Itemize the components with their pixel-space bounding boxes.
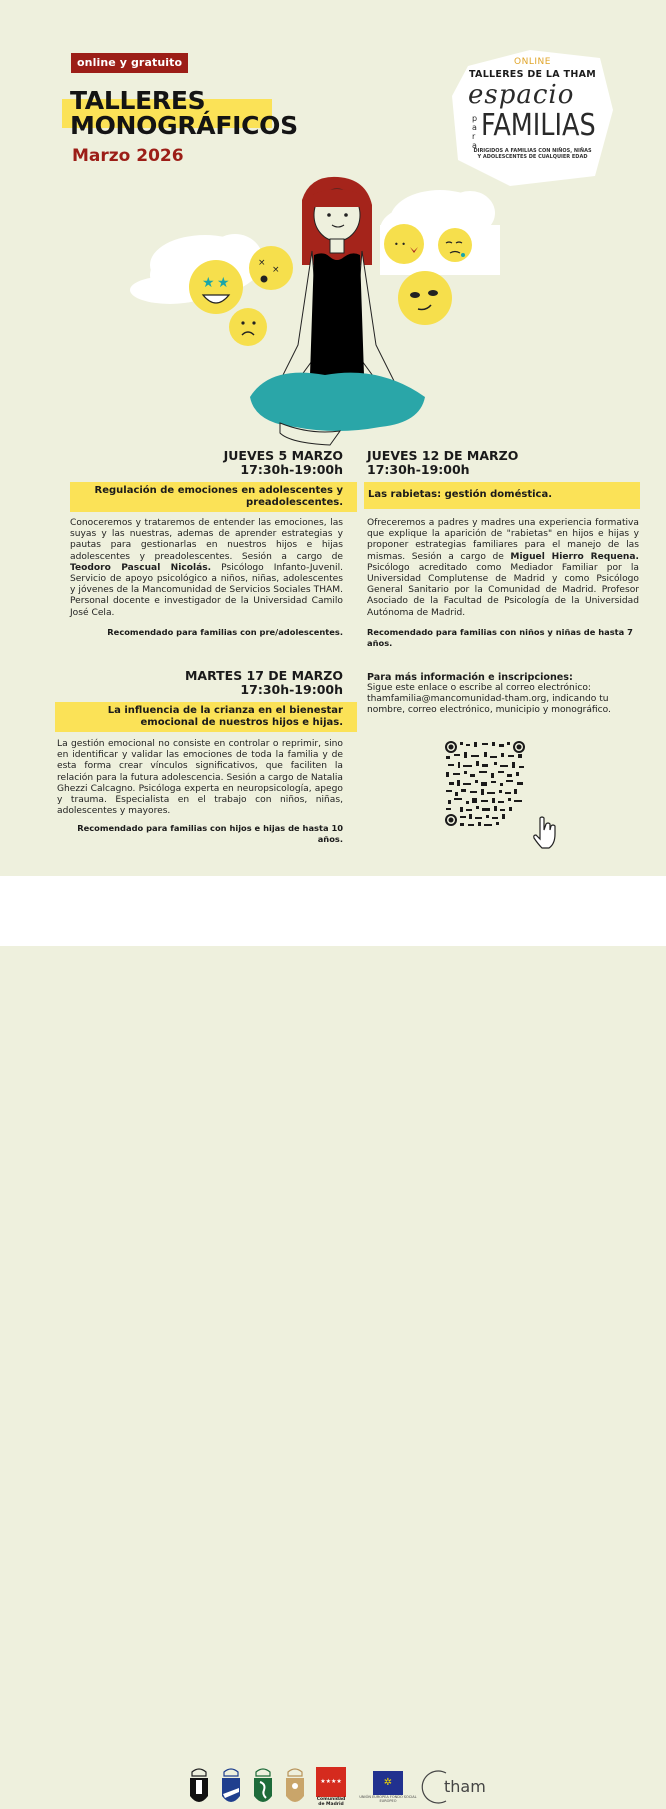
emoji-sad-icon (438, 228, 472, 262)
session-2-header (367, 449, 642, 477)
session-3-topic: La influencia de la crianza en el bienestar emocional de nuestros hijos e hijas. (55, 702, 357, 732)
emoji-star-eyes-icon (189, 260, 243, 314)
svg-text:• •: • • (394, 240, 406, 249)
session-1-description: Conoceremos y trataremos de entender las emociones, las suyas y las nuestras, ademas de aprender estrategias y pautas para gestionarlas en nuestros hijos e hijas adolescentes y preadolescentes. Sesión a cargo de Teodoro Pascual Nicolás. Psicólogo Infanto-Juvenil. Servicio de apoyo psicológico a niños, niñas, adolescentes y jóvenes de la Mancomunidad de Servicios Sociales THAM. Personal docente e investigador de la Universidad Camilo José Cela. (70, 518, 343, 618)
session-date: JUEVES 12 DE MARZO (367, 448, 519, 463)
meditating-girl-illustration (150, 165, 500, 445)
poster (0, 0, 666, 876)
tham-logo: tham (430, 1769, 486, 1805)
session-3-header (70, 669, 343, 697)
footer (0, 876, 666, 1807)
svg-text:★: ★ (202, 275, 215, 291)
session-3-description: La gestión emocional no consiste en controlar o reprimir, sino en identificar y validar las emociones de toda la familia y de esta forma crear vínculos significativos, que faciliten la relación para la futura adolescencia. Sesión a cargo de Natalia Ghezzi Calcagno. Psicóloga experta en neuropsicología, apego y trauma. Especialista en el trabajo con niños, niñas, adolescentes y mayores. (57, 739, 343, 817)
session-time: 17:30h-19:00h (240, 462, 343, 477)
online-free-tag: online y gratuito (71, 53, 188, 73)
session-1-header (70, 449, 343, 477)
page-title (70, 88, 298, 138)
svg-text:×: × (258, 258, 266, 268)
logo-familias: FAMILIAS (481, 108, 596, 143)
logo-espacio: espacio (468, 80, 575, 110)
municipal-shield-4-icon (284, 1766, 306, 1808)
session-date: JUEVES 5 MARZO (223, 448, 343, 463)
emoji-dizzy-icon (249, 246, 293, 290)
speaker-name: Miguel Hierro Requena. (510, 551, 639, 562)
email-link[interactable]: thamfamilia@mancomunidad-tham.org (367, 694, 547, 704)
emoji-kiss-icon (384, 224, 424, 264)
municipal-shield-2-icon (220, 1766, 242, 1808)
page-subtitle: Marzo 2026 (72, 146, 184, 166)
logo-para: p a r a (472, 114, 478, 150)
sponsor-logos (188, 1766, 486, 1808)
info-line: Sigue este enlace o escribe al correo electrónico: (367, 683, 591, 693)
comunidad-madrid-logo: ★★★★ Comunidad de Madrid (316, 1767, 346, 1807)
municipal-shield-3-icon (252, 1766, 274, 1808)
logo-talleres: TALLERES DE LA THAM (469, 69, 596, 80)
session-1-recommended: Recomendado para familias con pre/adolescentes. (107, 627, 343, 637)
info-contact: thamfamilia@mancomunidad-tham.org, indicando tu nombre, correo electrónico, municipio y monográfico. (367, 694, 611, 715)
title-line-1: TALLERES (70, 86, 206, 115)
session-2-recommended: Recomendado para familias con niños y niñas de hasta 7 años. (367, 627, 633, 648)
session-2-topic: Las rabietas: gestión doméstica. (364, 482, 640, 509)
svg-text:×: × (272, 265, 280, 275)
session-time: 17:30h-19:00h (367, 462, 470, 477)
info-heading: Para más información e inscripciones: (367, 672, 573, 683)
logo-online: ONLINE (514, 57, 551, 67)
session-time: 17:30h-19:00h (240, 682, 343, 697)
speaker-name: Teodoro Pascual Nicolás. (70, 562, 212, 573)
pointing-hand-icon (532, 816, 558, 854)
session-2-description: Ofreceremos a padres y madres una experiencia formativa que explique la aparición de "rabietas" en hijos e hijas y proponer estrategias familiares para el manejo de las mismas. Sesión a cargo de Miguel Hierro Requena. Psicólogo acreditado como Mediador Familiar por la Universidad Complutense de Madrid y como Psicólogo General Sanitario por la Comunidad de Madrid. Profesor Asociado de la Facultad de Psicología de la Universidad Autónoma de Madrid. (367, 518, 639, 618)
info-block (367, 672, 642, 716)
eu-fse-logo: ✲ UNIÓN EUROPEA FONDO SOCIAL EUROPEO (356, 1771, 420, 1804)
emoji-smirk-icon (398, 271, 452, 325)
session-date: MARTES 17 DE MARZO (184, 668, 343, 683)
session-3-recommended: Recomendado para familias con hijos e hijas de hasta 10 años. (77, 823, 343, 844)
svg-text:★: ★ (217, 275, 230, 291)
title-line-2: MONOGRÁFICOS (70, 111, 298, 140)
logo-dirigido: DIRIGIDOS A FAMILIAS CON NIÑOS, NIÑAS Y ADOLESCENTES DE CUALQUIER EDAD (473, 148, 592, 160)
emoji-worried-icon (229, 308, 267, 346)
municipal-shield-1-icon (188, 1766, 210, 1808)
qr-code[interactable] (444, 740, 526, 828)
session-1-topic: Regulación de emociones en adolescentes y preadolescentes. (70, 482, 357, 512)
